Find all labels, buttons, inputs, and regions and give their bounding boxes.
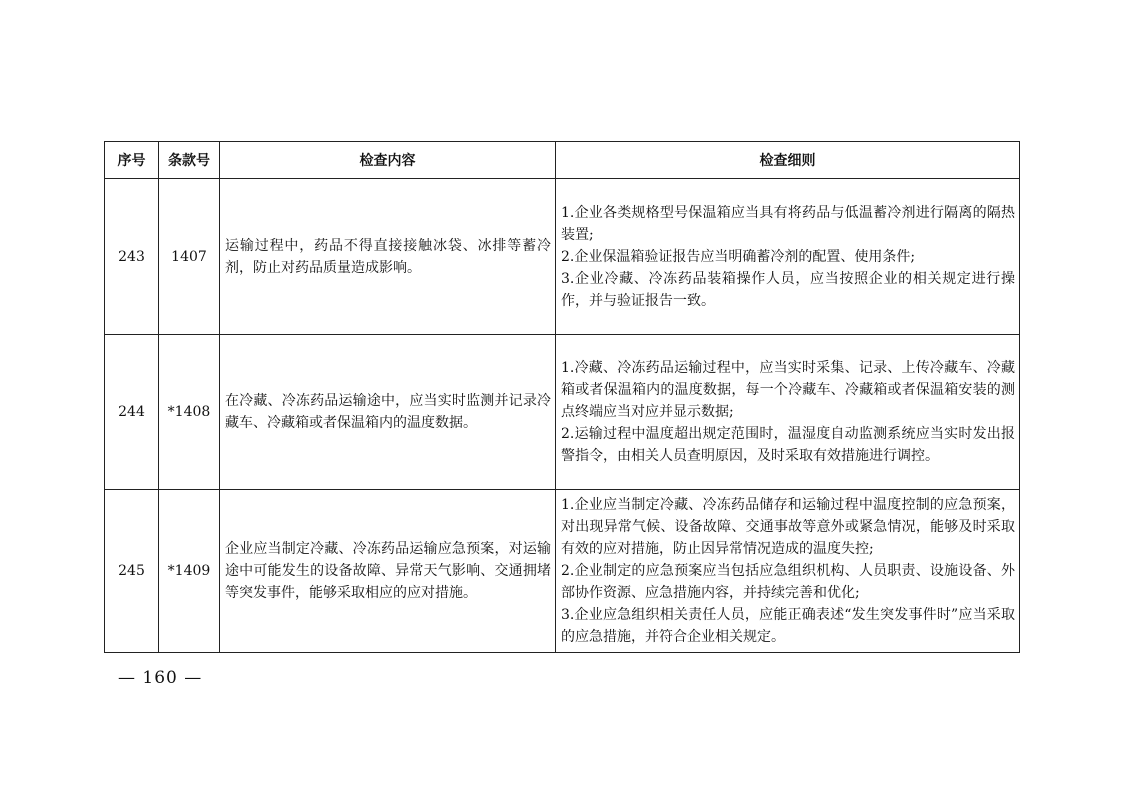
- inspection-content: 运输过程中，药品不得直接接触冰袋、冰排等蓄冷剂，防止对药品质量造成影响。: [220, 179, 556, 335]
- table-row: [105, 179, 1020, 335]
- detail-item: 1.企业各类规格型号保温箱应当具有将药品与低温蓄冷剂进行隔离的隔热装置;: [561, 204, 1015, 243]
- detail-item: 3.企业冷藏、冷冻药品装箱操作人员，应当按照企业的相关规定进行操作，并与验证报告一致。: [561, 270, 1015, 309]
- clause-number: 1407: [159, 179, 220, 335]
- inspection-details: [556, 179, 1020, 335]
- detail-item: 1.冷藏、冷冻药品运输过程中，应当实时采集、记录、上传冷藏车、冷藏箱或者保温箱内的温度数据，每一个冷藏车、冷藏箱或者保温箱安装的测点终端应当对应并显示数据;: [561, 360, 1015, 420]
- detail-item: 3.企业应急组织相关责任人员，应能正确表述“发生突发事件时”应当采取的应急措施，并符合企业相关规定。: [561, 607, 1015, 645]
- detail-item: 2.运输过程中温度超出规定范围时，温湿度自动监测系统应当实时发出报警指令，由相关人员查明原因，及时采取有效措施进行调控。: [561, 426, 1015, 464]
- serial-number: 244: [105, 335, 159, 490]
- clause-number: *1409: [159, 490, 220, 653]
- header-inspection-details: 检查细则: [556, 142, 1020, 179]
- page-number: — 160 —: [118, 668, 203, 688]
- detail-item: 2.企业制定的应急预案应当包括应急组织机构、人员职责、设施设备、外部协作资源、应急措施内容，并持续完善和优化;: [561, 563, 1015, 601]
- serial-number: 245: [105, 490, 159, 653]
- table-row: [105, 335, 1020, 490]
- inspection-content: 企业应当制定冷藏、冷冻药品运输应急预案，对运输途中可能发生的设备故障、异常天气影响、交通拥堵等突发事件，能够采取相应的应对措施。: [220, 490, 556, 653]
- clause-number: *1408: [159, 335, 220, 490]
- header-clause-number: 条款号: [159, 142, 220, 179]
- table-header-row: [105, 142, 1020, 179]
- serial-number: 243: [105, 179, 159, 335]
- detail-item: 2.企业保温箱验证报告应当明确蓄冷剂的配置、使用条件;: [561, 248, 916, 265]
- inspection-details: [556, 490, 1020, 653]
- inspection-content: 在冷藏、冷冻药品运输途中，应当实时监测并记录冷藏车、冷藏箱或者保温箱内的温度数据。: [220, 335, 556, 490]
- inspection-table: [104, 141, 1020, 653]
- header-inspection-content: 检查内容: [220, 142, 556, 179]
- table-row: [105, 490, 1020, 653]
- header-serial-number: 序号: [105, 142, 159, 179]
- detail-item: 1.企业应当制定冷藏、冷冻药品储存和运输过程中温度控制的应急预案，对出现异常气候、设备故障、交通事故等意外或紧急情况，能够及时采取有效的应对措施，防止因异常情况造成的温度失控;: [561, 497, 1015, 557]
- inspection-details: [556, 335, 1020, 490]
